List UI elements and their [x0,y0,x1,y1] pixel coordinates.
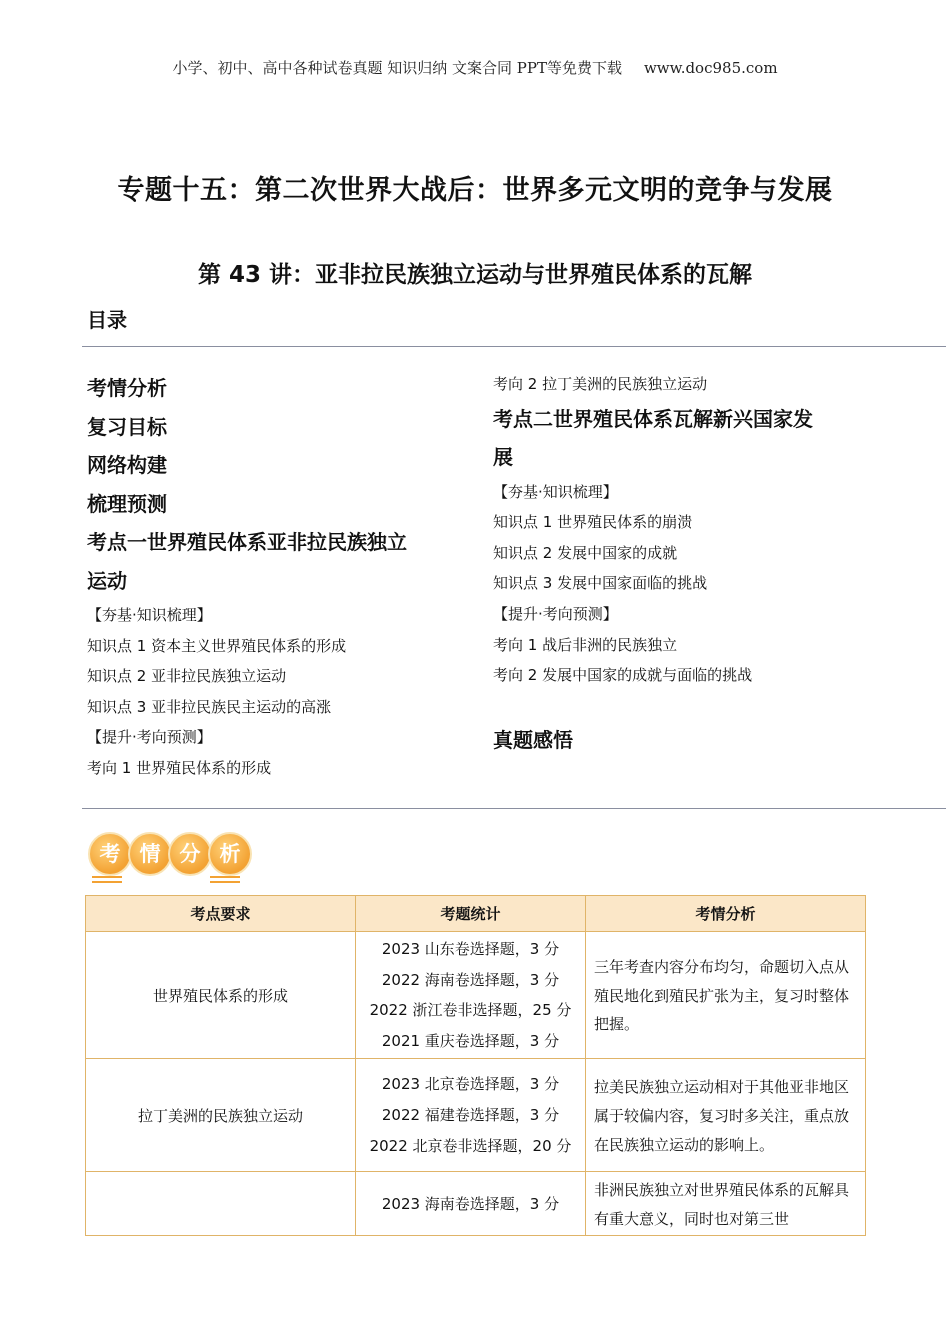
header-url[interactable]: www.doc985.com [643,59,778,77]
cell-analysis: 拉美民族独立运动相对于其他亚非地区属于较偏内容，复习时多关注，重点放在民族独立运动的影响上。 [586,1059,866,1172]
stat-line: 2023 北京卷选择题，3 分 [381,1075,560,1094]
cell-stats [356,1172,586,1236]
stat-line: 2023 海南卷选择题，3 分 [381,1194,560,1213]
toc-heading: 目录 [87,308,127,332]
toc-left-column [87,369,467,784]
header-tagline: 小学、初中、高中各种试卷真题 知识归纳 文案合同 PPT等免费下载 [172,59,622,77]
badge-underline [210,881,240,883]
toc-section-entry[interactable]: 网络构建 [87,453,167,477]
toc-subentry[interactable]: 知识点 3 发展中国家面临的挑战 [493,574,708,593]
toc-subentry[interactable]: 知识点 1 世界殖民体系的崩溃 [493,513,693,532]
badge-char: 析 [208,832,252,876]
table-row [86,932,866,1059]
toc-subentry[interactable]: 知识点 2 亚非拉民族独立运动 [87,667,287,686]
toc-section-entry[interactable]: 运动 [87,568,127,593]
badge-underline [210,876,240,878]
badge-char: 情 [128,832,172,876]
cell-stats [356,932,586,1059]
badge-underline [92,881,122,883]
stat-line: 2022 海南卷选择题，3 分 [381,970,560,989]
toc-subentry[interactable]: 知识点 2 发展中国家的成就 [493,543,678,562]
stat-line: 2022 浙江卷非选择题，25 分 [369,1001,572,1020]
table-header-row [86,896,866,932]
cell-analysis: 三年考查内容分布均匀，命题切入点从殖民地化到殖民扩张为主，复习时整体把握。 [586,932,866,1059]
page-title: 专题十五：第二次世界大战后：世界多元文明的竞争与发展 [117,175,833,206]
toc-spacer [493,691,893,722]
toc-section-entry[interactable]: 复习目标 [87,414,167,439]
badge-underline [92,876,122,878]
table-row [86,1172,866,1236]
cell-point: 拉丁美洲的民族独立运动 [86,1059,356,1172]
site-header [0,57,950,78]
toc-section-entry[interactable]: 梳理预测 [87,491,167,516]
stat-line: 2022 福建卷选择题，3 分 [381,1106,560,1125]
toc-subentry[interactable]: 【夯基·知识梳理】 [87,606,212,624]
toc-subentry[interactable]: 考向 1 世界殖民体系的形成 [87,758,272,777]
badge-char: 分 [168,832,212,876]
toc-top-divider [82,346,946,347]
toc-bottom-divider [82,808,946,809]
cell-point [86,1172,356,1236]
stat-line: 2022 北京卷非选择题，20 分 [369,1136,572,1155]
table-row [86,1059,866,1172]
toc-subentry[interactable]: 知识点 3 亚非拉民族民主运动的高涨 [87,697,332,716]
toc-section-entry[interactable]: 真题感悟 [493,728,573,753]
toc-subentry[interactable]: 考向 1 战后非洲的民族独立 [493,635,678,654]
exam-analysis-table [85,895,866,1236]
toc-subentry[interactable]: 【夯基·知识梳理】 [493,482,618,501]
toc-subentry[interactable]: 【提升·考向预测】 [493,604,618,623]
toc-right-column [493,369,893,760]
cell-analysis: 非洲民族独立对世界殖民体系的瓦解具有重大意义，同时也对第三世 [586,1172,866,1236]
toc-subentry[interactable]: 知识点 1 资本主义世界殖民体系的形成 [87,636,347,655]
toc-subentry[interactable]: 【提升·考向预测】 [87,728,212,747]
cell-stats [356,1059,586,1172]
lecture-title: 第 43 讲：亚非拉民族独立运动与世界殖民体系的瓦解 [197,262,753,288]
cell-point: 世界殖民体系的形成 [86,932,356,1059]
toc-subentry[interactable]: 考向 2 发展中国家的成就与面临的挑战 [493,666,753,685]
col-header-stats: 考题统计 [356,896,586,932]
toc-subentry[interactable]: 考向 2 拉丁美洲的民族独立运动 [493,375,708,393]
stat-line: 2021 重庆卷选择题，3 分 [381,1031,560,1050]
toc-section-entry[interactable]: 考点一世界殖民体系亚非拉民族独立 [87,530,407,554]
stat-line: 2023 山东卷选择题，3 分 [381,940,560,958]
toc-section-entry[interactable]: 考点二世界殖民体系瓦解新兴国家发 [493,406,813,431]
toc-section-entry[interactable]: 考情分析 [87,376,167,400]
toc-section-entry[interactable]: 展 [493,445,513,470]
col-header-point: 考点要求 [86,896,356,932]
badge-char: 考 [88,832,132,876]
col-header-analysis: 考情分析 [586,896,866,932]
